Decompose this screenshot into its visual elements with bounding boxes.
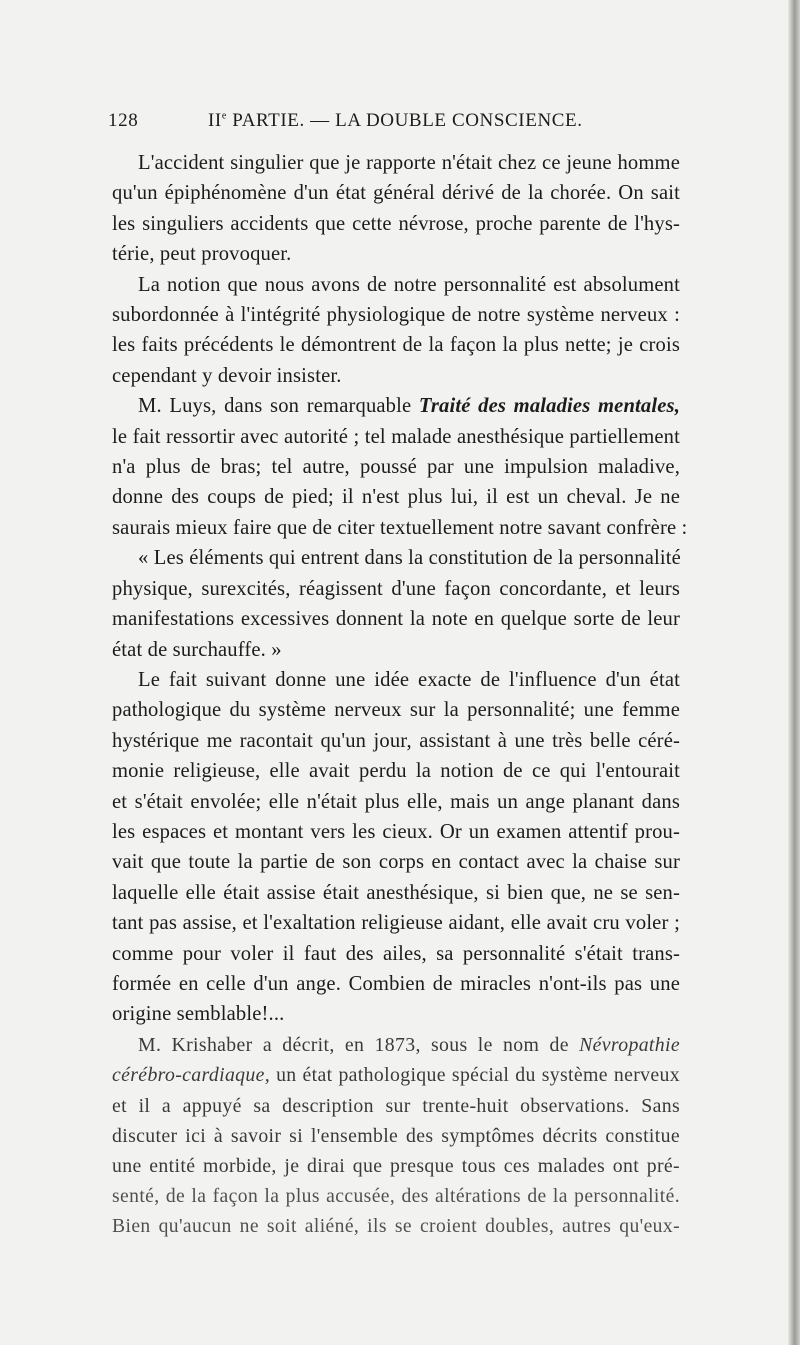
text-line: les faits précédents le démontrent de la façon la plus nette; je crois (112, 334, 680, 357)
paragraph-chorea (112, 148, 680, 270)
text-line: laquelle elle était assise était anesthésique, si bien que, ne se sen- (112, 881, 680, 904)
text-line: « Les éléments qui entrent dans la constitution de la personnalité (138, 547, 681, 570)
paragraph-luys (112, 391, 688, 543)
part-title: PARTIE. — LA DOUBLE CONSCIENCE. (232, 110, 583, 131)
text-run: M. Krishaber a décrit, en 1873, sous le nom de (138, 1033, 580, 1056)
text-run: un état pathologique spécial du système nerveux (270, 1064, 680, 1087)
cited-term: cérébro-cardiaque, (112, 1064, 271, 1087)
text-line: une entité morbide, je dirai que presque tous ces malades ont pré- (112, 1155, 680, 1178)
text-line: tant pas assise, et l'exaltation religieuse aidant, elle avait cru voler ; (112, 912, 680, 935)
cited-term: Névropathie (579, 1033, 680, 1056)
text-line: Bien qu'aucun ne soit aliéné, ils se croient doubles, autres qu'eux- (112, 1216, 680, 1238)
text-line: hystérique me racontait qu'un jour, assistant à une très belle céré- (112, 729, 680, 752)
text-line (112, 1030, 680, 1060)
text-line: comme pour voler il faut des ailes, sa personnalité s'était trans- (112, 942, 680, 965)
text-line: physique, surexcités, réagissent d'une façon concordante, et leurs (112, 577, 680, 600)
text-line: pathologique du système nerveux sur la personnalité; une femme (112, 699, 680, 722)
text-line (112, 1060, 680, 1090)
text-line (112, 391, 680, 421)
paragraph-krishaber (112, 1030, 680, 1243)
text-run: M. Luys, dans son remarquable (138, 395, 419, 418)
text-line: senté, de la façon la plus accusée, des altérations de la personnalité. (112, 1185, 680, 1207)
body-text (112, 148, 688, 1243)
page-number: 128 (108, 110, 139, 131)
text-line: formée en celle d'un ange. Combien de miracles n'ont-ils pas une (112, 972, 680, 995)
text-line: et il a appuyé sa description sur trente-huit observations. Sans (112, 1094, 680, 1117)
text-line: et s'était envolée; elle n'était plus elle, mais un ange planant dans (112, 790, 680, 813)
text-line: origine semblable!... (112, 1003, 285, 1026)
text-line: saurais mieux faire que de citer textuellement notre savant confrère : (112, 516, 688, 539)
paragraph-hysteric-woman (112, 665, 680, 1030)
text-line: subordonnée à l'intégrité physiologique de notre système nerveux : (112, 304, 680, 327)
text-line: le fait ressortir avec autorité ; tel malade anesthésique partiellement (112, 425, 680, 448)
text-line: état de surchauffe. » (112, 638, 282, 661)
text-line: monie religieuse, elle avait perdu la notion de ce qui l'entourait (112, 760, 680, 783)
part-superscript: e (221, 110, 227, 122)
text-line: L'accident singulier que je rapporte n'était chez ce jeune homme (138, 152, 680, 174)
text-line: cependant y devoir insister. (112, 364, 342, 387)
text-line: manifestations excessives donnent la note en quelque sorte de leur (112, 608, 680, 631)
text-line: qu'un épiphénomène d'un état général dérivé de la chorée. On sait (112, 182, 680, 205)
paragraph-personality (112, 270, 680, 392)
text-line: térie, peut provoquer. (112, 243, 292, 266)
running-title (208, 110, 583, 132)
running-header (108, 110, 648, 140)
paragraph-quote (112, 543, 680, 665)
text-line: vait que toute la partie de son corps en contact avec la chaise sur (112, 851, 680, 874)
text-line: les singuliers accidents que cette névrose, proche parente de l'hys- (112, 212, 680, 235)
cited-title: Traité des maladies mentales, (418, 395, 680, 418)
text-line: n'a plus de bras; tel autre, poussé par une impulsion maladive, (112, 456, 680, 479)
text-line: donne des coups de pied; il n'est plus lui, il est un cheval. Je ne (112, 486, 680, 509)
text-line: les espaces et montant vers les cieux. Or un examen attentif prou- (112, 820, 680, 843)
text-line: Le fait suivant donne une idée exacte de l'influence d'un état (138, 668, 680, 691)
text-line: discuter ici à savoir si l'ensemble des symptômes décrits constitue (112, 1125, 680, 1147)
part-numeral: II (208, 110, 222, 131)
text-line: La notion que nous avons de notre personnalité est absolument (138, 273, 680, 296)
